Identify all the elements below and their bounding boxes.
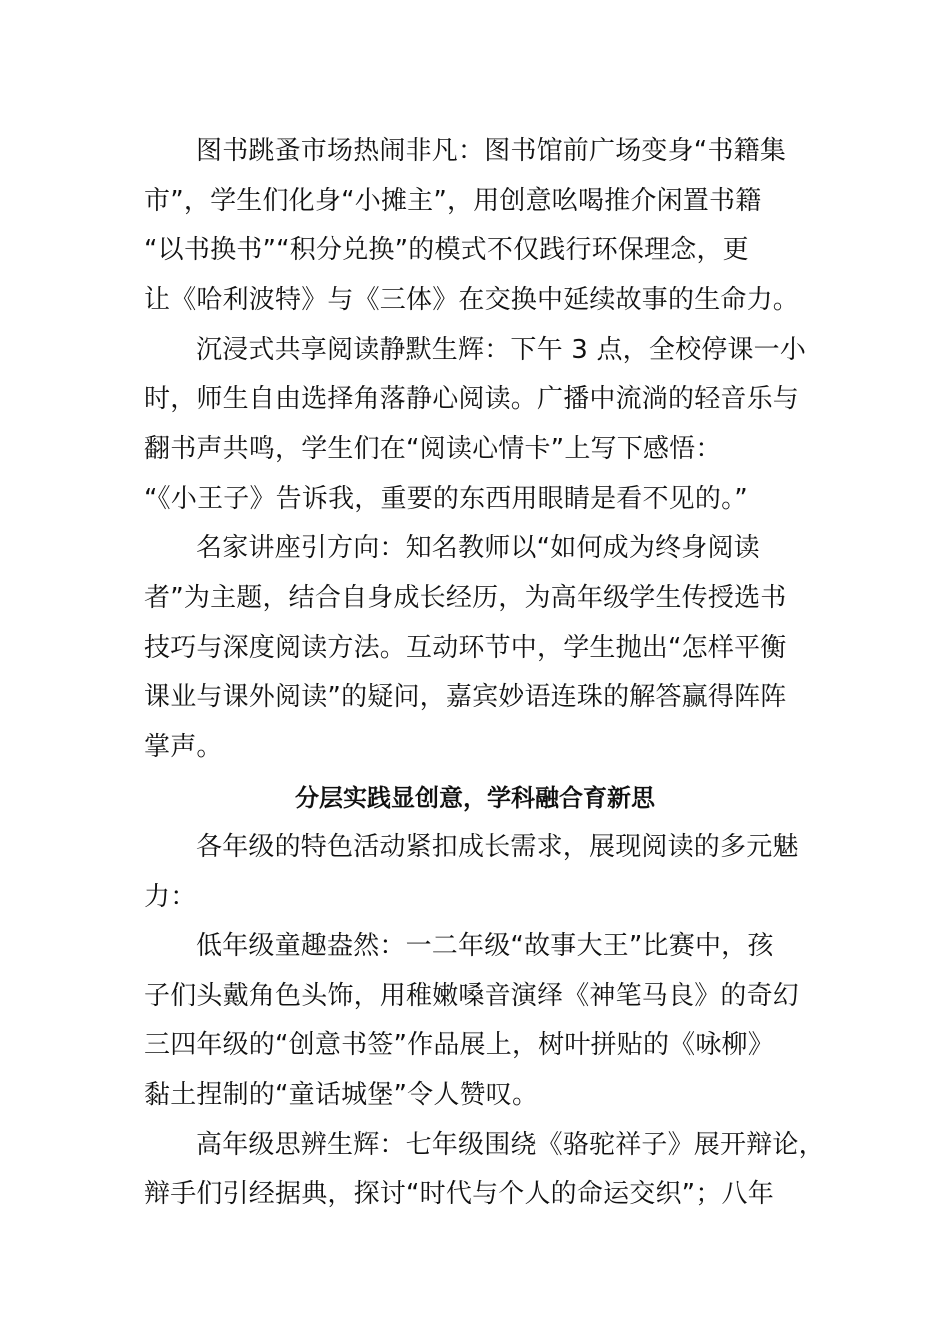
paragraph-line: 课业与课外阅读”的疑问，嘉宾妙语连珠的解答赢得阵阵 xyxy=(144,682,787,712)
paragraph-line: 三四年级的“创意书签”作品展上，树叶拼贴的《咏柳》 xyxy=(144,1030,774,1060)
paragraph-line: 技巧与深度阅读方法。互动环节中，学生抛出“怎样平衡 xyxy=(144,633,787,663)
paragraph-line: 低年级童趣盎然：一二年级“故事大王”比赛中，孩 xyxy=(196,931,774,961)
paragraph-line: “以书换书”“积分兑换”的模式不仅践行环保理念，更 xyxy=(144,235,749,265)
paragraph-line: 子们头戴角色头饰，用稚嫩嗓音演绎《神笔马良》的奇幻 xyxy=(144,981,800,1011)
paragraph-line: 市”，学生们化身“小摊主”，用创意吆喝推介闲置书籍 xyxy=(144,186,762,216)
paragraph-line: “《小王子》告诉我，重要的东西用眼睛是看不见的。” xyxy=(144,484,748,514)
paragraph-line: 翻书声共鸣，学生们在“阅读心情卡”上写下感悟： xyxy=(144,434,722,464)
paragraph-line: 者”为主题，结合自身成长经历，为高年级学生传授选书 xyxy=(144,583,787,613)
paragraph-line: 黏土捏制的“童话城堡”令人赞叹。 xyxy=(144,1080,539,1110)
paragraph-line: 时，师生自由选择角落静心阅读。广播中流淌的轻音乐与 xyxy=(144,384,800,414)
section-heading: 分层实践显创意，学科融合育新思 xyxy=(295,784,655,812)
paragraph-line: 各年级的特色活动紧扣成长需求，展现阅读的多元魅 xyxy=(196,832,799,862)
paragraph-line: 让《哈利波特》与《三体》在交换中延续故事的生命力。 xyxy=(144,285,800,315)
paragraph-line: 名家讲座引方向：知名教师以“如何成为终身阅读 xyxy=(196,533,760,563)
paragraph-line: 辩手们引经据典，探讨“时代与个人的命运交织”；八年 xyxy=(144,1179,774,1209)
paragraph-line: 掌声。 xyxy=(144,732,223,762)
paragraph-line: 高年级思辨生辉：七年级围绕《骆驼祥子》展开辩论， xyxy=(196,1130,825,1160)
paragraph-line: 图书跳蚤市场热闹非凡：图书馆前广场变身“书籍集 xyxy=(196,136,787,166)
paragraph-line: 沉浸式共享阅读静默生辉：下午 3 点，全校停课一小 xyxy=(196,335,807,365)
paragraph-line: 力： xyxy=(144,882,197,912)
